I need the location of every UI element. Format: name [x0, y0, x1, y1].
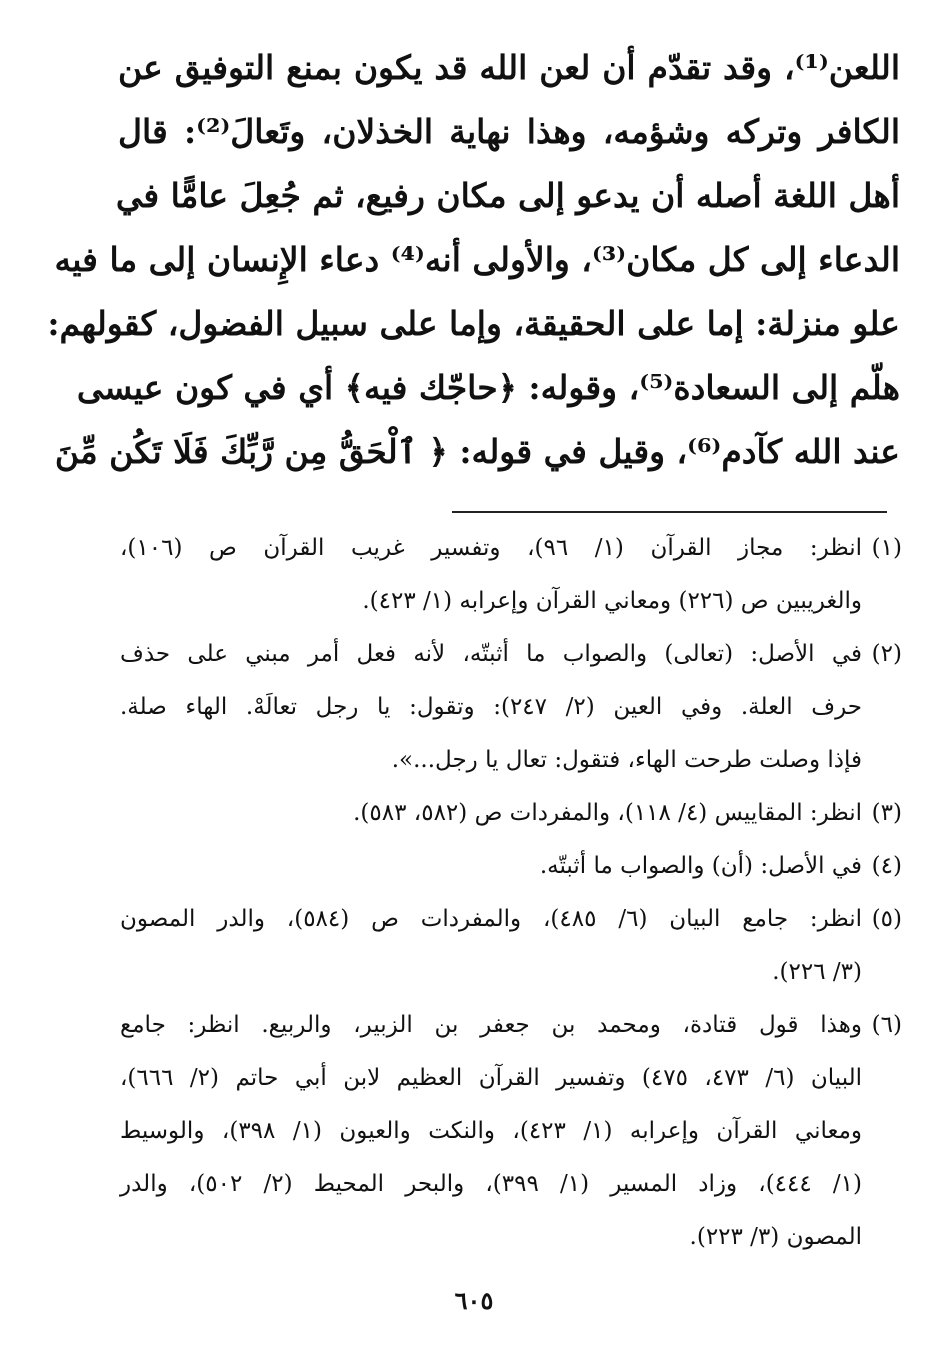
footnote-line — [120, 522, 902, 575]
footnote-3 — [120, 787, 902, 840]
footnote-text: في الأصل: (أن) والصواب ما أثبتّه. — [539, 853, 862, 879]
footnote-text: انظر: مجاز القرآن (١/ ٩٦)، وتفسير غريب القرآن ص (١٠٦)، — [120, 535, 862, 561]
footnote-number: (٢) — [871, 641, 902, 667]
footnotes-block — [120, 522, 902, 1264]
footnote-line: حرف العلة. وفي العين (٢/ ٢٤٧): وتقول: يا رجل تعالَهْ. الهاء صلة. — [120, 694, 862, 720]
main-text-line: عند الله كآدم⁽⁶⁾، وقيل في قوله: ﴿ ٱلْحَقُّ مِن رَّبِّكَ فَلَا تَكُن مِّنَ — [54, 432, 900, 471]
footnote-6 — [120, 999, 902, 1264]
main-text-block — [47, 36, 900, 484]
footnote-text: انظر: المقاييس (٤/ ١١٨)، والمفردات ص (٥٨٢، ٥٨٣). — [353, 800, 862, 826]
main-text-line: الدعاء إلى كل مكان⁽³⁾، والأولى أنه⁽⁴⁾ دعاء الإِنسان إلى ما فيه — [54, 240, 900, 279]
footnote-line: البيان (٦/ ٤٧٣، ٤٧٥) وتفسير القرآن العظيم لابن أبي حاتم (٢/ ٦٦٦)، — [120, 1065, 863, 1091]
footnote-number: (٤) — [871, 853, 902, 879]
footnote-line: والغريبين ص (٢٢٦) ومعاني القرآن وإعرابه (١/ ٤٢٣). — [362, 588, 862, 614]
footnote-line: ومعاني القرآن وإعرابه (١/ ٤٢٣)، والنكت والعيون (١/ ٣٩٨)، والوسيط — [120, 1118, 863, 1144]
footnote-line: المصون (٣/ ٢٢٣). — [689, 1224, 862, 1250]
footnote-line — [120, 893, 902, 946]
main-text-line: اللعن⁽¹⁾، وقد تقدّم أن لعن الله قد يكون بمنع التوفيق عن — [118, 48, 900, 87]
footnote-line — [120, 999, 902, 1052]
main-text-line: الكافر وتركه وشؤمه، وهذا نهاية الخذلان، وتَعالَ⁽²⁾: قال — [118, 112, 900, 151]
footnote-4 — [120, 840, 902, 893]
footnote-number: (٣) — [871, 800, 902, 826]
footnote-number: (١) — [871, 535, 902, 561]
footnote-text: وهذا قول قتادة، ومحمد بن جعفر بن الزبير، والربيع. انظر: جامع — [120, 1012, 862, 1038]
page-number: ٦٠٥ — [454, 1286, 494, 1315]
footnote-number: (٦) — [871, 1012, 902, 1038]
footnote-line — [120, 628, 902, 681]
footnote-number: (٥) — [871, 906, 903, 932]
footnote-line — [120, 840, 902, 893]
footnote-line: فإذا وصلت طرحت الهاء، فتقول: تعال يا رجل...». — [391, 747, 862, 773]
footnote-divider — [452, 511, 887, 513]
footnote-line: (١/ ٤٤٤)، وزاد المسير (١/ ٣٩٩)، والبحر المحيط (٢/ ٥٠٢)، والدر — [120, 1171, 862, 1197]
footnote-1 — [120, 522, 902, 628]
footnote-5 — [120, 893, 902, 999]
main-text-line: هلّم إلى السعادة⁽⁵⁾، وقوله: ﴿حاجّك فيه﴾ أي في كون عيسى — [76, 368, 900, 407]
main-text-line: أهل اللغة أصله أن يدعو إلى مكان رفيع، ثم جُعِلَ عامًّا في — [115, 176, 900, 215]
footnote-line: (٣/ ٢٢٦). — [772, 959, 862, 985]
footnote-text: في الأصل: (تعالى) والصواب ما أثبتّه، لأنه فعل أمر مبني على حذف — [120, 641, 862, 667]
footnote-2 — [120, 628, 902, 787]
main-text-line: علو منزلة: إما على الحقيقة، وإما على سبيل الفضول، كقولهم: — [47, 304, 900, 343]
footnote-line — [120, 787, 902, 840]
footnote-text: انظر: جامع البيان (٦/ ٤٨٥)، والمفردات ص (٥٨٤)، والدر المصون — [120, 906, 863, 932]
